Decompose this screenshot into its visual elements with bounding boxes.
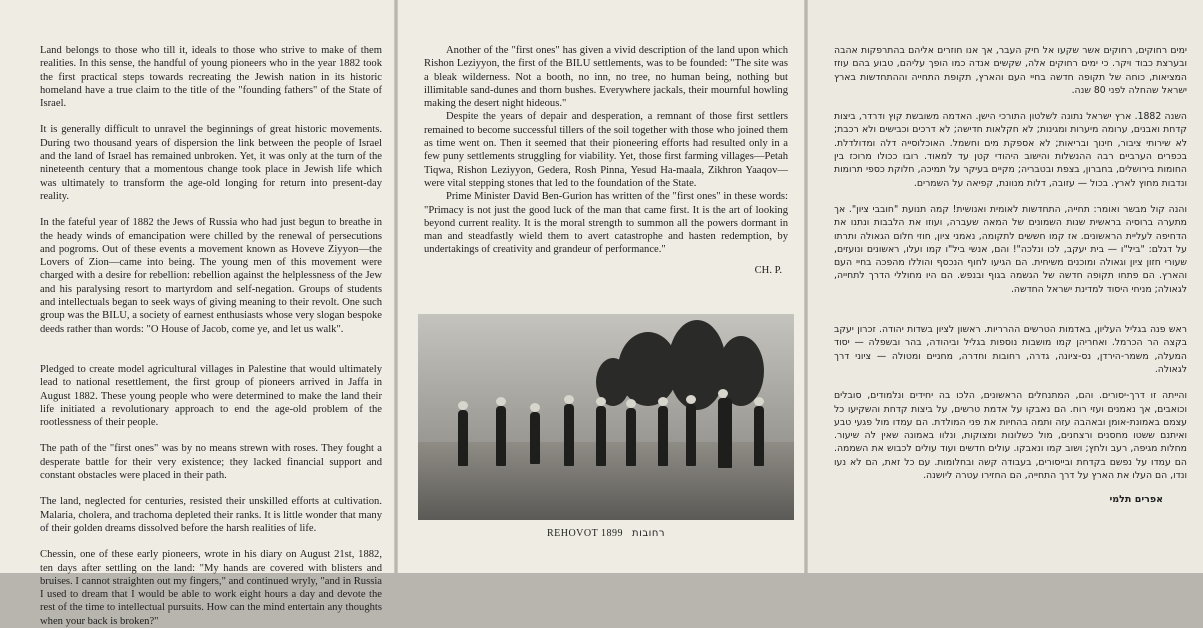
middle-paragraph-2: Despite the years of depair and desperation, a remnant of those first settlers remained to become successful tillers of the soil together with those who joined them as time went on. Then it seemed that their pioneering efforts had resulted only in a few puny settlements struggling for viability. Yet, those first farming villages—Petah Tiqwa, Rishon Leziyyon, Gedera, Rosh Pinna, Yesud Ha-maala, Zikhron Yaaqov—were vital stepping stones that led to the foundation of the State. (424, 111, 788, 189)
photo-figure (754, 406, 764, 466)
left-paragraph-5: The path of the "first ones" was by no means strewn with roses. They fought a desperate battle for their very existence; they lacked financial support and constant obstacles were placed in their path. (40, 443, 382, 482)
right-page (808, 0, 1203, 573)
left-page (0, 0, 394, 627)
right-paragraph-3: והנה קול מבשר ואומר: תחייה, התחדשות לאומית ואנושית! קמה תנועת "חובבי ציון". אך מתערה ברוסיה בראשית שנות השמונים של המאה שעברה, ועוזו את הלבבות ונתנו את הדחיפה לעליית הראשונים. אז קמו חששים לתקומה, נאמני ציון, חוזי חלום הגאולה ותרתו על דגלם: "ביל"ו — בית יעקב, לכו ונלכה"! והם, אנשי ביל"ו קמו ועלו, ראשונים ונועזים, שעורי חזון ציון וגאולה ומוכנים משיחית. הם הגיעו לחוף הנכסף והוללו מהפכה בחיי העם והארץ. הם פתחו תקופה חדשה של הגשמה בגוף ובנפש. הם היו מחוללי הדרך לתחייה, לגאולה; מניחי היסוד למדינת ישראל החדשה. (834, 203, 1187, 295)
photo-caption-hebrew: רחובות (632, 528, 666, 539)
left-paragraph-7: Chessin, one of these early pioneers, wrote in his diary on August 21st, 1882, ten days after settling on the land: "My hands are covered with blisters and bruises. I cannot straighten out my fingers," and continued wryly, "and in Russia I used to dream that I would be able to work eight hours a day and devote the rest of the time to intellectual pursuits. How can the mind entertain any thoughts when your back is broken?" (40, 549, 382, 627)
photo-figure (686, 404, 696, 466)
right-paragraph-2: השנה 1882. ארץ ישראל נתונה לשלטון התורכי הישן. האדמה משובשת קוץ ודרדר, ביצות קדחת ואבנים, ערומה מיערות ומגינות; לא חקלאות חדישה; לא דרכים וכבישים ולא רכבת; לא שירותי ציבור, חינוך ובריאות; לא אספקת מים וחשמל. האוכלוסייה דלה ומדולדלת. בכפרים הערביים רבה ההנשלות והישוב היהודי קטן עד למאוד. רובו ככולו מרוכז בין החומות בירושלים, בחברון, בצפת ובטבריה; מקיים בעיקר על תמיכה, חלוקת כספי תרומות ונדבות מחוץ לארץ. בכול — עזובה, דלות מנוונת, קפיאה על השמרים. (834, 111, 1187, 189)
photo-figure (626, 408, 636, 466)
right-paragraph-4: ראש פנה בגליל העליון, באדמות הטרשים ההרריות. ראשון לציון בשדות יהודה. זכרון יעקב בקצה הר הכרמל. ואחריהן קמו מושבות נוספות בגליל וביהודה, בהר ובשפלה — יסוד המעלה, משמר-הירדן, נס-ציונה, גדרה, רחובות וחדרה, מחניים ומטולה — ציוני דרך לגאולה. (834, 324, 1187, 375)
photo-ground (418, 442, 794, 520)
right-paragraph-5: והייתה זו דרך-יסורים. והם, המתנחלים הראשונים, הלכו בה יחידים ונלמודים, סובלים וכואבים, אך נאמנים ועזי רוח. הם נאבקו על אדמת טרשים, על ביצות קדחת והשקיעו כל עצמם באמונת-אומן ובאהבה עזה ותמה בהחיות את פני המולדת. הם עמדו מול פגעי טבע ואיתנם ששטו מחסנים ורצחנים, מול כשלונות ומצוקות, ונלוו באמונה שאין לה שיעור. מחלות מגיפה, רעב ולחץ; ושוב קמו ונאבקו. עולים חדשים ועוד עולים לכבוש את השממה. הם עמדו על נפשם בקדחת ובייסורים, בעבודה קשה ובחלומות. עם כל זאת, הם לא נעו ונדו, הם העלו את הארץ על דרך התחייה, הם החזירו עטרה ליושנה. (834, 390, 1187, 482)
middle-page (398, 0, 804, 573)
middle-signature: CH. P. (754, 264, 782, 276)
photo-figure (718, 398, 732, 468)
left-paragraph-2: It is generally difficult to unravel the beginnings of great historic movements. During two thousand years of dispersion the link between the people of Israel and the land of Israel has remained unbroken. Yet, it was only at the turn of the nineteenth century that a momentous change took place in Jewish life which was ultimately to transform the age-old longing for return into present-day reality. (40, 124, 382, 202)
photo-figure (564, 404, 574, 466)
photo-figure (496, 406, 506, 466)
left-paragraph-1: Land belongs to those who till it, ideals to those who strive to make of them realities. In this sense, the handful of young pioneers who in the year 1882 took the first practical steps towards recreating the Jewish nation in its historic homeland have a true claim to the title of the "founding fathers" of the State of Israel. (40, 45, 382, 110)
photo-figure (530, 412, 540, 464)
photo-caption (418, 528, 794, 539)
middle-paragraph-1: Another of the "first ones" has given a vivid description of the land upon which Rishon Leziyyon, the first of the BILU settlements, was to be founded: "The site was a bleak wilderness. Not a booth, no inn, no tree, no human being, nothing but illimitable sand-dunes and thorn bushes. Everywhere jackals, their mournful howling making the desert night hideous." (424, 45, 788, 110)
photo-figure (658, 406, 668, 466)
photo-figure (458, 410, 468, 466)
left-paragraph-3: In the fateful year of 1882 the Jews of Russia who had just begun to breathe in the heady winds of emancipation were chilled by the renewal of persecutions and pogroms. Out of these events a movement known as Hoveve Ziyyon—the Lovers of Zion—came into being. The young men of this movement were charged with a desire for rebellion: rebellion against the helplessness of the Jew and his paralysing resort to martyrdom and self-negation. Groups of students and intellectuals began to seek ways of giving meaning to their revolt. One such group was the BILU, a society of earnest enthusiasts whose very slogan bespoke deeds rather than words: "O House of Jacob, come ye, and let us walk". (40, 217, 382, 335)
photo-figure (596, 406, 606, 466)
middle-paragraph-3: Prime Minister David Ben-Gurion has written of the "first ones" in these words: "Primacy is not just the good luck of the man that came first. It is the art of looking beyond current reality. It is the moral strength to summon all the powers dormant in man and steadfastly wield them to avert catastrophe and hasten redemption, by undertakings of creativity and grandeur of performance." (424, 191, 788, 256)
right-signature: אפרים תלמי (1109, 494, 1163, 506)
left-paragraph-4: Pledged to create model agricultural villages in Palestine that would ultimately lead to national resettlement, the first group of pioneers arrived in Jaffa in August 1882. These young people who were determined to make the land their life initiated a revolutionary approach to end the age-old problem of the rootlessness of their people. (40, 363, 382, 429)
right-paragraph-1: ימים רחוקים, רחוקים אשר שקעו אל חיק העבר, אך אנו חוזרים אליהם בהתרפקות אהבה ובערצת כבוד ויקר. כי ימים רחוקים אלה, שקשים אנדה כמו הופך עליהם, טבוע בהם עוזז המציאות, כוחה של תקופה חדשה בחיי העם והארץ, תקופת התחייה וההתחדשות בארץ ישראל שהחלה לפני 80 שנה. (834, 45, 1187, 96)
photo-caption-english: REHOVOT 1899 (546, 528, 624, 539)
rehovot-photo (418, 314, 794, 520)
left-paragraph-6: The land, neglected for centuries, resisted their unskilled efforts at cultivation. Malaria, cholera, and trachoma depleted their ranks. It is little wonder that many of their golden dreams dissolved before the harsh realities of life. (40, 496, 382, 534)
